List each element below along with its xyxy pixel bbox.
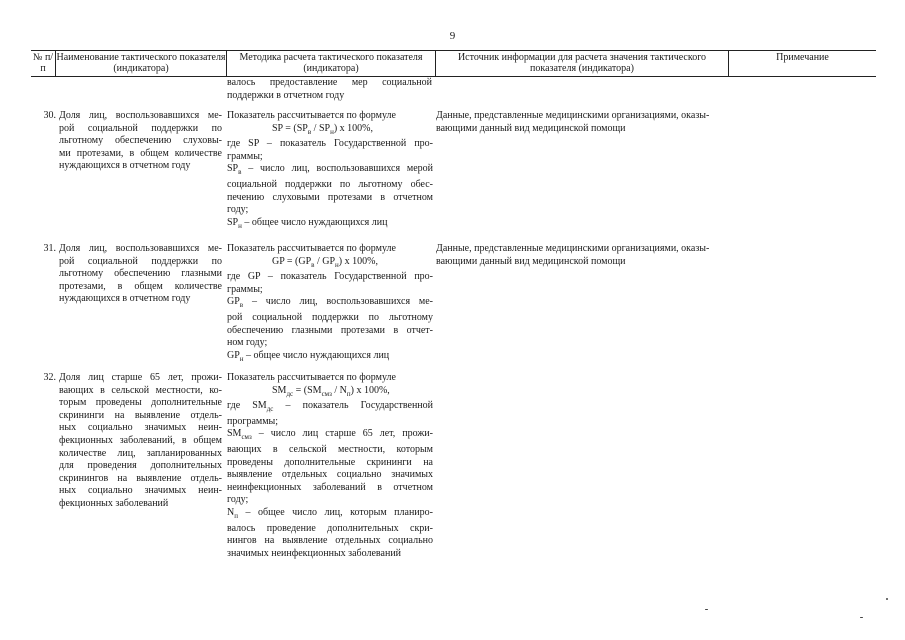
header-method: Методика расчета тактического показателя (индикатора) xyxy=(239,52,423,74)
calculation-method: Показатель рассчитывается по формуле GP = $(GP_в / GP_н)$ x 100%, где GP – показатель Государственной про- граммы; $GP_в$ – число лиц, воспользовавшихся ме- рой социальной поддержки по льготному обеспечению глазными протезами в отчет- ном году; $GP_н$ – общее число нуждающихся лиц xyxy=(227,243,433,363)
indicator-name: Доля лиц, воспользовавшихся ме- рой социальной поддержки по льготному обеспечению слуховы- ми протезами, в общем количестве нуждающихся в отчетном году xyxy=(59,110,222,172)
table-header xyxy=(31,50,876,77)
scan-speck xyxy=(886,598,888,600)
scan-speck xyxy=(705,609,708,610)
row-number: 30. xyxy=(43,110,56,121)
row-number: 32. xyxy=(43,372,56,383)
page-number: 9 xyxy=(449,30,456,42)
calculation-method: Показатель рассчитывается по формуле $SM_{дс} = (SM_{смз} / N_п)$ x 100%, где $SM_{дс}$ – показатель Государственной программы; $SM_{смз}$ – число лиц старше 65 лет, прожи- вающих в сельской местности, которым проведены дополнительные скрининги на выявление отдельных социально значимых неинфекционных заболеваний в отчетном году; $N_п$ – общее число лиц, которым планиро- валось проведение дополнительных скри- нингов на выявление отдельных социально значимых неинфекционных заболеваний xyxy=(227,372,433,559)
indicator-name: Доля лиц старше 65 лет, прожи- вающих в сельской местности, ко- торым проведены дополнительные скрининги на выявление отдель- ных социально значимых неин- фекционных заболеваний, в общем количестве лиц, запланированных для проведения дополнительных скринингов на выявление отдель- ных социально значимых неин- фекционных заболеваний xyxy=(59,372,222,509)
header-source: Источник информации для расчета значения тактического показателя (индикатора) xyxy=(457,52,707,74)
scan-speck xyxy=(860,617,863,618)
header-note: Примечание xyxy=(776,52,829,63)
header-name: Наименование тактического показателя (индикатора) xyxy=(56,52,226,74)
continuation-text: валось предоставление мер социальной поддержки в отчетном году xyxy=(227,77,432,101)
information-source: Данные, представленные медицинскими организациями, оказы- вающими данный вид медицинской помощи xyxy=(436,243,710,267)
indicator-name: Доля лиц, воспользовавшихся ме- рой социальной поддержки по льготному обеспечению глазными протезами, в общем количестве нуждающихся в отчетном году xyxy=(59,243,222,305)
row-number: 31. xyxy=(43,243,56,254)
header-num: № п/п xyxy=(32,52,54,74)
calculation-method: Показатель рассчитывается по формуле SP = $(SP_в / SP_н)$ x 100%, где SP – показатель Государственной про- граммы; $SP_в$ – число лиц, воспользовавшихся мерой социальной поддержки по льготному обес- печению слуховыми протезами в отчетном году; $SP_н$ – общее число нуждающихся лиц xyxy=(227,110,433,230)
information-source: Данные, представленные медицинскими организациями, оказы- вающими данный вид медицинской помощи xyxy=(436,110,710,134)
